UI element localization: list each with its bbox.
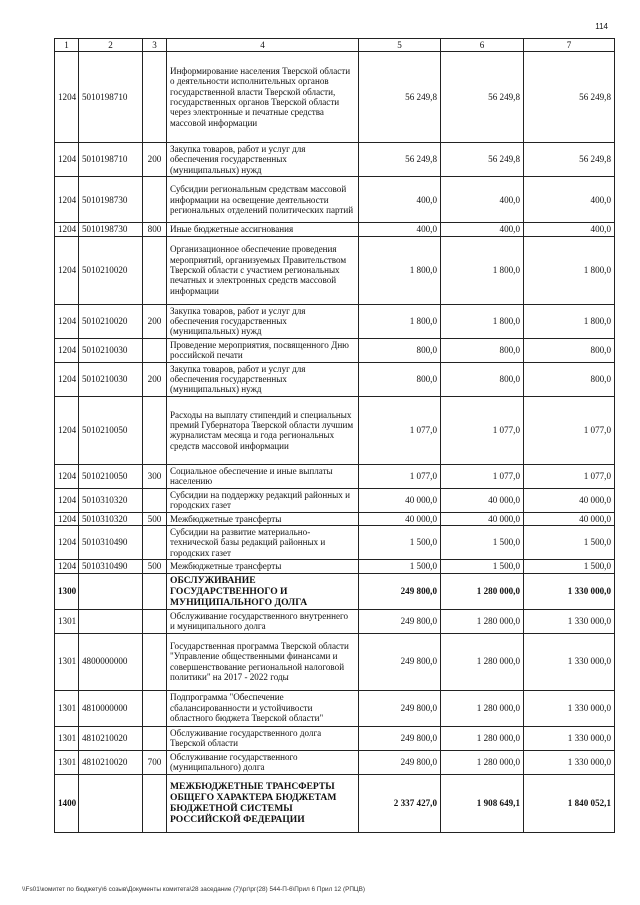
cell-amount-col6: 1 800,0: [441, 304, 524, 338]
col-header-1: 1: [55, 39, 79, 52]
cell-description: Информирование населения Тверской области о деятельности исполнительных органов государственной власти Тверской области, государственных органов Тверской области через электронные и печатные средства массовой информации: [167, 52, 359, 143]
cell-amount-col7: 1 330 000,0: [524, 573, 615, 609]
cell-amount-col6: 40 000,0: [441, 512, 524, 525]
cell-amount-col7: 800,0: [524, 362, 615, 396]
cell-amount-col6: 800,0: [441, 338, 524, 362]
cell-amount-col5: 1 077,0: [359, 464, 441, 488]
cell-amount-col5: 249 800,0: [359, 633, 441, 690]
cell-amount-col7: 1 330 000,0: [524, 750, 615, 774]
cell-target-code: 5010210030: [79, 338, 143, 362]
cell-section: 1204: [55, 304, 79, 338]
cell-section: 1204: [55, 464, 79, 488]
cell-amount-col7: 1 077,0: [524, 396, 615, 464]
cell-amount-col7: 1 077,0: [524, 464, 615, 488]
cell-expense-type: [143, 338, 167, 362]
cell-description: Обслуживание государственного (муниципального) долга: [167, 750, 359, 774]
cell-expense-type: 200: [143, 143, 167, 177]
cell-section: 1204: [55, 488, 79, 512]
cell-expense-type: 200: [143, 304, 167, 338]
cell-section: 1204: [55, 396, 79, 464]
cell-amount-col5: 1 800,0: [359, 304, 441, 338]
col-header-6: 6: [441, 39, 524, 52]
cell-amount-col5: 249 800,0: [359, 690, 441, 726]
cell-amount-col5: 400,0: [359, 223, 441, 236]
cell-amount-col7: 1 330 000,0: [524, 609, 615, 633]
cell-amount-col6: 1 077,0: [441, 464, 524, 488]
cell-amount-col6: 1 908 649,1: [441, 774, 524, 832]
cell-target-code: 5010310320: [79, 488, 143, 512]
cell-amount-col6: 800,0: [441, 362, 524, 396]
cell-amount-col6: 1 280 000,0: [441, 750, 524, 774]
cell-amount-col7: 1 800,0: [524, 304, 615, 338]
cell-description: Иные бюджетные ассигнования: [167, 223, 359, 236]
cell-amount-col7: 1 330 000,0: [524, 726, 615, 750]
cell-section: 1400: [55, 774, 79, 832]
cell-description: Закупка товаров, работ и услуг для обеспечения государственных (муниципальных) нужд: [167, 143, 359, 177]
cell-description: Подпрограмма "Обеспечение сбалансированности и устойчивости областного бюджета Тверской области": [167, 690, 359, 726]
cell-description: МЕЖБЮДЖЕТНЫЕ ТРАНСФЕРТЫ ОБЩЕГО ХАРАКТЕРА БЮДЖЕТАМ БЮДЖЕТНОЙ СИСТЕМЫ РОССИЙСКОЙ ФЕДЕРАЦИИ: [167, 774, 359, 832]
cell-amount-col7: 40 000,0: [524, 512, 615, 525]
cell-section: 1204: [55, 338, 79, 362]
cell-target-code: 5010310490: [79, 560, 143, 573]
cell-amount-col5: 1 500,0: [359, 560, 441, 573]
cell-amount-col5: 40 000,0: [359, 512, 441, 525]
table-row: [55, 560, 615, 573]
cell-amount-col7: 1 800,0: [524, 236, 615, 304]
cell-amount-col5: 249 800,0: [359, 573, 441, 609]
cell-target-code: 5010198710: [79, 143, 143, 177]
cell-amount-col6: 400,0: [441, 223, 524, 236]
cell-target-code: 5010310490: [79, 525, 143, 559]
table-body: [55, 52, 615, 833]
table-row: [55, 362, 615, 396]
cell-amount-col7: 1 840 052,1: [524, 774, 615, 832]
cell-section: 1301: [55, 690, 79, 726]
cell-section: 1301: [55, 609, 79, 633]
cell-section: 1204: [55, 52, 79, 143]
table-row: [55, 304, 615, 338]
table-row: [55, 633, 615, 690]
cell-description: ОБСЛУЖИВАНИЕ ГОСУДАРСТВЕННОГО И МУНИЦИПАЛЬНОГО ДОЛГА: [167, 573, 359, 609]
cell-amount-col7: 56 249,8: [524, 143, 615, 177]
cell-target-code: [79, 573, 143, 609]
table-row: [55, 236, 615, 304]
table-row: [55, 396, 615, 464]
table-row: [55, 690, 615, 726]
cell-amount-col6: 1 077,0: [441, 396, 524, 464]
cell-section: 1300: [55, 573, 79, 609]
cell-section: 1301: [55, 750, 79, 774]
cell-amount-col6: 40 000,0: [441, 488, 524, 512]
cell-description: Межбюджетные трансферты: [167, 560, 359, 573]
cell-amount-col7: 400,0: [524, 177, 615, 223]
cell-section: 1204: [55, 362, 79, 396]
cell-amount-col7: 40 000,0: [524, 488, 615, 512]
cell-amount-col6: 1 280 000,0: [441, 726, 524, 750]
table-row: [55, 573, 615, 609]
cell-target-code: 5010210020: [79, 304, 143, 338]
col-header-2: 2: [79, 39, 143, 52]
cell-amount-col5: 56 249,8: [359, 52, 441, 143]
cell-description: Обслуживание государственного долга Тверской области: [167, 726, 359, 750]
cell-target-code: 5010210050: [79, 396, 143, 464]
cell-target-code: 5010198730: [79, 223, 143, 236]
cell-amount-col5: 249 800,0: [359, 750, 441, 774]
cell-amount-col6: 1 500,0: [441, 525, 524, 559]
cell-amount-col7: 800,0: [524, 338, 615, 362]
col-header-5: 5: [359, 39, 441, 52]
cell-expense-type: 700: [143, 750, 167, 774]
cell-target-code: 5010210020: [79, 236, 143, 304]
cell-target-code: 4810000000: [79, 690, 143, 726]
cell-amount-col6: 1 800,0: [441, 236, 524, 304]
col-header-4: 4: [167, 39, 359, 52]
cell-expense-type: [143, 573, 167, 609]
cell-description: Межбюджетные трансферты: [167, 512, 359, 525]
table-row: [55, 774, 615, 832]
cell-amount-col6: 1 280 000,0: [441, 609, 524, 633]
cell-amount-col5: 400,0: [359, 177, 441, 223]
cell-amount-col7: 1 330 000,0: [524, 690, 615, 726]
budget-table: [54, 38, 615, 833]
cell-target-code: 4800000000: [79, 633, 143, 690]
cell-description: Организационное обеспечение проведения мероприятий, организуемых Правительством Тверской области с участием региональных печатных и электронных средств массовой информации: [167, 236, 359, 304]
cell-expense-type: [143, 609, 167, 633]
cell-amount-col5: 800,0: [359, 362, 441, 396]
cell-expense-type: [143, 396, 167, 464]
cell-expense-type: [143, 726, 167, 750]
cell-amount-col6: 1 280 000,0: [441, 690, 524, 726]
cell-amount-col7: 1 330 000,0: [524, 633, 615, 690]
cell-expense-type: 800: [143, 223, 167, 236]
cell-target-code: 4810210020: [79, 726, 143, 750]
cell-expense-type: 200: [143, 362, 167, 396]
cell-description: Субсидии на поддержку редакций районных и городских газет: [167, 488, 359, 512]
cell-expense-type: [143, 488, 167, 512]
cell-section: 1204: [55, 525, 79, 559]
table-row: [55, 750, 615, 774]
cell-expense-type: [143, 633, 167, 690]
table-row: [55, 177, 615, 223]
cell-target-code: [79, 774, 143, 832]
cell-amount-col6: 56 249,8: [441, 52, 524, 143]
table-row: [55, 726, 615, 750]
cell-expense-type: [143, 774, 167, 832]
cell-amount-col5: 1 800,0: [359, 236, 441, 304]
cell-expense-type: [143, 525, 167, 559]
budget-sheet: [54, 38, 614, 833]
cell-amount-col5: 56 249,8: [359, 143, 441, 177]
page-number: 114: [595, 22, 608, 31]
cell-amount-col5: 1 077,0: [359, 396, 441, 464]
footer-file-path: \\Fs01\комитет по бюджету\6 созыв\Документы комитета\28 заседание (7)\рг\рг(28) 544-П-6\Прил 6 Прил 12 (РПЦВ): [22, 886, 366, 893]
cell-description: Закупка товаров, работ и услуг для обеспечения государственных (муниципальных) нужд: [167, 304, 359, 338]
cell-expense-type: 500: [143, 560, 167, 573]
cell-amount-col6: 1 280 000,0: [441, 573, 524, 609]
cell-amount-col7: 1 500,0: [524, 560, 615, 573]
cell-description: Социальное обеспечение и иные выплаты населению: [167, 464, 359, 488]
cell-amount-col6: 56 249,8: [441, 143, 524, 177]
cell-target-code: 5010210050: [79, 464, 143, 488]
cell-section: 1301: [55, 633, 79, 690]
cell-description: Государственная программа Тверской области "Управление общественными финансами и совершенствование региональной налоговой политики" на 2017 - 2022 годы: [167, 633, 359, 690]
cell-description: Расходы на выплату стипендий и специальных премий Губернатора Тверской области лучшим журналистам месяца и года региональных средств массовой информации: [167, 396, 359, 464]
header-row: [55, 39, 615, 52]
cell-section: 1204: [55, 143, 79, 177]
table-row: [55, 512, 615, 525]
cell-section: 1204: [55, 223, 79, 236]
cell-description: Субсидии региональным средствам массовой информации на освещение деятельности региональных отделений политических партий: [167, 177, 359, 223]
cell-description: Закупка товаров, работ и услуг для обеспечения государственных (муниципальных) нужд: [167, 362, 359, 396]
cell-description: Проведение мероприятия, посвященного Дню российской печати: [167, 338, 359, 362]
table-row: [55, 52, 615, 143]
cell-amount-col5: 249 800,0: [359, 726, 441, 750]
table-row: [55, 464, 615, 488]
table-row: [55, 143, 615, 177]
cell-amount-col7: 400,0: [524, 223, 615, 236]
cell-target-code: 5010210030: [79, 362, 143, 396]
cell-amount-col5: 40 000,0: [359, 488, 441, 512]
cell-expense-type: [143, 690, 167, 726]
cell-amount-col5: 800,0: [359, 338, 441, 362]
cell-amount-col7: 1 500,0: [524, 525, 615, 559]
cell-expense-type: [143, 177, 167, 223]
cell-target-code: 5010198730: [79, 177, 143, 223]
col-header-7: 7: [524, 39, 615, 52]
cell-expense-type: [143, 52, 167, 143]
cell-section: 1204: [55, 560, 79, 573]
cell-section: 1204: [55, 236, 79, 304]
cell-amount-col5: 1 500,0: [359, 525, 441, 559]
cell-target-code: 5010198710: [79, 52, 143, 143]
cell-amount-col6: 1 280 000,0: [441, 633, 524, 690]
table-row: [55, 338, 615, 362]
table-row: [55, 223, 615, 236]
cell-expense-type: 500: [143, 512, 167, 525]
cell-amount-col7: 56 249,8: [524, 52, 615, 143]
cell-amount-col6: 400,0: [441, 177, 524, 223]
cell-amount-col5: 249 800,0: [359, 609, 441, 633]
cell-expense-type: 300: [143, 464, 167, 488]
cell-description: Субсидии на развитие материально-технической базы редакций районных и городских газет: [167, 525, 359, 559]
cell-section: 1204: [55, 177, 79, 223]
cell-target-code: 4810210020: [79, 750, 143, 774]
cell-section: 1204: [55, 512, 79, 525]
table-row: [55, 488, 615, 512]
cell-section: 1301: [55, 726, 79, 750]
table-row: [55, 525, 615, 559]
cell-expense-type: [143, 236, 167, 304]
col-header-3: 3: [143, 39, 167, 52]
table-row: [55, 609, 615, 633]
cell-target-code: [79, 609, 143, 633]
cell-description: Обслуживание государственного внутреннего и муниципального долга: [167, 609, 359, 633]
cell-amount-col6: 1 500,0: [441, 560, 524, 573]
cell-target-code: 5010310320: [79, 512, 143, 525]
cell-amount-col5: 2 337 427,0: [359, 774, 441, 832]
